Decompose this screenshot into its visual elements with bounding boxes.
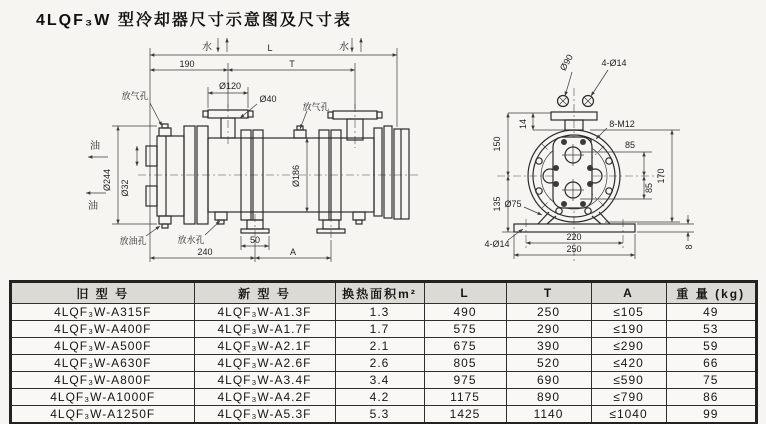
end-shell xyxy=(514,96,635,233)
centerlines xyxy=(138,104,418,240)
cell-L: 805 xyxy=(424,355,506,372)
cell-L: 575 xyxy=(424,321,506,338)
cell-new: 4LQF₃W-A1.7F xyxy=(194,321,335,338)
table-row xyxy=(11,321,756,338)
right-end-cover xyxy=(374,126,409,219)
cell-new: 4LQF₃W-A2.1F xyxy=(194,338,335,355)
dim-label-250: 250 xyxy=(566,244,582,254)
oil-drain-plug xyxy=(159,216,171,228)
table-row xyxy=(11,389,756,406)
column-header-0: 旧 型 号 xyxy=(11,282,194,304)
cell-T: 290 xyxy=(506,321,591,338)
oil-label-bottom: 油 xyxy=(88,201,98,212)
oil-port-lower xyxy=(146,186,157,206)
cell-area: 1.7 xyxy=(335,321,424,338)
cell-T: 690 xyxy=(506,372,591,389)
cell-weight: 49 xyxy=(666,304,756,321)
dim-label-dia40: Ø40 xyxy=(259,94,277,104)
table-body xyxy=(11,304,756,424)
cell-new: 4LQF₃W-A5.3F xyxy=(194,406,335,424)
cell-new: 4LQF₃W-A1.3F xyxy=(194,304,335,321)
leader-lines-side xyxy=(86,38,361,236)
dim-label-dia32: Ø32 xyxy=(120,179,130,197)
dim-label-L: L xyxy=(267,43,273,53)
cell-area: 3.4 xyxy=(335,372,424,389)
cooler-end-view xyxy=(484,53,694,262)
vent-plug-left xyxy=(159,124,171,136)
dim-label-A: A xyxy=(289,247,297,257)
water-label-2: 水 xyxy=(339,42,349,53)
dim-label-dia120: Ø120 xyxy=(218,81,242,91)
dim-label-170: 170 xyxy=(656,168,666,184)
table-row xyxy=(11,338,756,355)
cell-A: ≤105 xyxy=(591,304,666,321)
table-header-row xyxy=(11,282,756,304)
extension-lines-end xyxy=(502,113,694,259)
tube-plate xyxy=(543,137,602,208)
oil-label-top: 油 xyxy=(90,141,100,152)
cell-L: 975 xyxy=(424,372,506,389)
table-row xyxy=(11,372,756,389)
cell-weight: 53 xyxy=(666,321,756,338)
cell-A: ≤590 xyxy=(591,372,666,389)
cooler-body-outline xyxy=(146,110,409,233)
cell-old: 4LQF₃W-A1000F xyxy=(11,389,194,406)
vent-label-2: 放气孔 xyxy=(302,102,330,112)
oil-port-upper xyxy=(146,146,157,166)
cell-T: 1140 xyxy=(506,406,591,424)
cell-weight: 59 xyxy=(666,338,756,355)
dim-label-8m12: 8-M12 xyxy=(609,119,635,129)
dim-label-4dia14-top: 4-Ø14 xyxy=(601,58,627,68)
cell-A: ≤1040 xyxy=(591,406,666,424)
vent-label-1: 放气孔 xyxy=(121,91,149,101)
column-header-2: 换热面积m² xyxy=(335,282,424,304)
column-header-3: L xyxy=(424,282,506,304)
cooler-side-view xyxy=(86,38,418,262)
cell-area: 5.3 xyxy=(335,406,424,424)
water-drain-label: 放水孔 xyxy=(177,235,205,245)
cell-L: 675 xyxy=(424,338,506,355)
dim-label-dia75: Ø75 xyxy=(504,199,522,209)
cell-T: 390 xyxy=(506,338,591,355)
cell-L: 1175 xyxy=(424,389,506,406)
water-drain-plug xyxy=(215,212,227,224)
cell-A: ≤790 xyxy=(591,389,666,406)
vent-plug-mid xyxy=(294,126,306,138)
cell-L: 490 xyxy=(424,304,506,321)
cell-old: 4LQF₃W-A1250F xyxy=(11,406,194,424)
left-end-cover xyxy=(157,136,184,216)
table-row xyxy=(11,406,756,424)
cell-new: 4LQF₃W-A2.6F xyxy=(194,355,335,372)
cell-area: 2.1 xyxy=(335,338,424,355)
column-header-4: T xyxy=(506,282,591,304)
cell-new: 4LQF₃W-A4.2F xyxy=(194,389,335,406)
dim-label-190: 190 xyxy=(179,59,195,69)
cell-L: 1425 xyxy=(424,406,506,424)
page-title: 4LQF₃W 型冷却器尺寸示意图及尺寸表 xyxy=(36,12,352,29)
cell-T: 250 xyxy=(506,304,591,321)
column-header-5: A xyxy=(591,282,666,304)
cell-A: ≤290 xyxy=(591,338,666,355)
dim-label-220: 220 xyxy=(566,232,582,242)
cell-weight: 99 xyxy=(666,406,756,424)
dim-label-14: 14 xyxy=(518,118,528,130)
cell-A: ≤190 xyxy=(591,321,666,338)
oil-drain-label: 放油孔 xyxy=(119,236,147,246)
cell-old: 4LQF₃W-A500F xyxy=(11,338,194,355)
dim-label-50: 50 xyxy=(249,235,261,245)
cell-area: 4.2 xyxy=(335,389,424,406)
cell-old: 4LQF₃W-A315F xyxy=(11,304,194,321)
dim-label-85b: 85 xyxy=(644,182,654,194)
cell-weight: 86 xyxy=(666,389,756,406)
water-label-1: 水 xyxy=(202,42,212,53)
dim-label-8: 8 xyxy=(684,244,694,250)
dimension-spec-table xyxy=(10,281,757,424)
dim-label-dia244: Ø244 xyxy=(102,168,112,192)
column-header-6: 重 量 (kg) xyxy=(666,282,756,304)
cell-area: 1.3 xyxy=(335,304,424,321)
cell-new: 4LQF₃W-A3.4F xyxy=(194,372,335,389)
cell-old: 4LQF₃W-A800F xyxy=(11,372,194,389)
cell-weight: 66 xyxy=(666,355,756,372)
dim-label-4dia14-base: 4-Ø14 xyxy=(484,239,510,249)
dim-label-85a: 85 xyxy=(624,140,636,150)
table-row xyxy=(11,355,756,372)
bottom-plug-right xyxy=(353,212,365,224)
cell-old: 4LQF₃W-A400F xyxy=(11,321,194,338)
table-row xyxy=(11,304,756,321)
dim-label-dia90: Ø90 xyxy=(557,52,575,73)
cell-weight: 75 xyxy=(666,372,756,389)
cell-T: 890 xyxy=(506,389,591,406)
dim-label-T: T xyxy=(289,59,295,69)
dim-label-135: 135 xyxy=(492,196,502,212)
dim-label-150: 150 xyxy=(492,136,502,152)
dim-label-240: 240 xyxy=(197,247,213,257)
cell-T: 520 xyxy=(506,355,591,372)
dim-label-dia186: Ø186 xyxy=(291,164,301,188)
cell-old: 4LQF₃W-A630F xyxy=(11,355,194,372)
cell-area: 2.6 xyxy=(335,355,424,372)
column-header-1: 新 型 号 xyxy=(194,282,335,304)
cell-A: ≤420 xyxy=(591,355,666,372)
